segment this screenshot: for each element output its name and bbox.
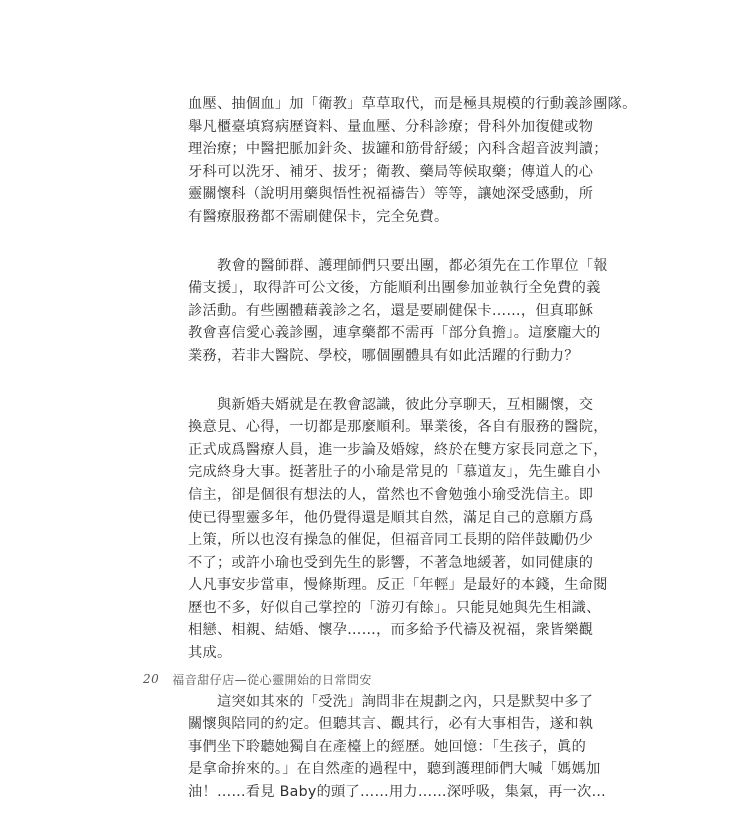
text-line: 上策，所以也沒有操急的催促，但福音同工長期的陪伴鼓勵仍少: [188, 532, 594, 549]
text-line: 歷也不多，好似自己掌控的「游刃有餘」。只能見她與先生相識、: [188, 599, 601, 616]
text-line: 診活動。有些團體藉義診之名，還是要刷健保卡……，但真耶穌: [188, 302, 594, 319]
page-number: 20: [143, 672, 160, 686]
text-line-first: 這突如其來的「受洗」詢問非在規劃之內，只是默契中多了: [217, 693, 594, 710]
text-line: 油！……看見 Baby的頭了……用力……深呼吸，集氣，再一次…: [188, 784, 607, 801]
text-line: 教會喜信愛心義診團，連拿藥都不需再「部分負擔」。這麼龐大的: [188, 325, 601, 342]
text-line: 業務，若非大醫院、學校，哪個團體具有如此活躍的行動力？: [188, 347, 579, 364]
text-line: 備支援」，取得許可公文後，方能順利出團參加並執行全免費的義: [188, 280, 601, 297]
text-line: 舉凡櫃臺填寫病歷資料、量血壓、分科診療；骨科外加復健或物: [188, 118, 594, 135]
text-line: 是拿命拚來的。」在自然產的過程中，聽到護理師們大喊「媽媽加: [188, 761, 601, 778]
text-line: 信主，卻是個很有想法的人，當然也不會勉強小瑜受洗信主。即: [188, 486, 594, 503]
text-line: 理治療；中醫把脈加針灸、拔罐和筋骨舒緩；內科含超音波判讀；: [188, 141, 608, 158]
page-body-text: [188, 93, 637, 830]
running-title: 福音甜仔店—從心靈開始的日常問安: [172, 672, 372, 687]
text-line: 正式成爲醫療人員，進一步論及婚嫁，終於在雙方家長同意之下，: [188, 441, 608, 458]
text-line: 事們坐下聆聽她獨自在產檯上的經歷。她回憶：「生孩子，眞的: [188, 738, 587, 755]
text-line: 關懷與陪同的約定。但聽其言、觀其行，必有大事相告，遂和執: [188, 716, 594, 733]
text-line: 不了；或許小瑜也受到先生的影響，不著急地緩著，如同健康的: [188, 554, 594, 571]
text-line: 完成終身大事。挺著肚子的小瑜是常見的「慕道友」，先生雖自小: [188, 464, 601, 481]
paragraph-baptism-question: [188, 691, 607, 804]
text-line: 使已得聖靈多年，他仍覺得還是順其自然，滿足自己的意願方爲: [188, 509, 594, 526]
text-line: 人凡事安步當車，慢條斯理。反正「年輕」是最好的本錢，生命閱: [188, 577, 608, 594]
text-line: 有醫療服務都不需刷健保卡，完全免費。: [188, 208, 449, 225]
text-line: 其成。: [188, 645, 232, 662]
text-line: 牙科可以洗牙、補牙、拔牙；衛教、藥局等候取藥；傳道人的心: [188, 163, 594, 180]
text-line: 血壓、抽個血」加「衛教」草草取代，而是極具規模的行動義診團隊。: [188, 96, 637, 112]
paragraph-church-doctors: [188, 255, 608, 368]
text-line: 靈關懷科（說明用藥與悟性祝福禱告）等等，讓她深受感動，所: [188, 186, 594, 203]
text-line: 相戀、相親、結婚、懷孕……，而多給予代禱及祝福，衆皆樂觀: [188, 622, 594, 639]
text-line-first: 教會的醫師群、護理師們只要出團，都必須先在工作單位「報: [217, 257, 608, 274]
text-line-first: 與新婚夫婿就是在教會認識，彼此分享聊天，互相關懷，交: [217, 396, 594, 413]
paragraph-marriage-story: [188, 394, 608, 665]
page-footer: [143, 668, 372, 690]
text-line: 換意見、心得，一切都是那麼順利。畢業後，各自有服務的醫院，: [188, 419, 608, 436]
paragraph-medical-services: [188, 93, 637, 229]
